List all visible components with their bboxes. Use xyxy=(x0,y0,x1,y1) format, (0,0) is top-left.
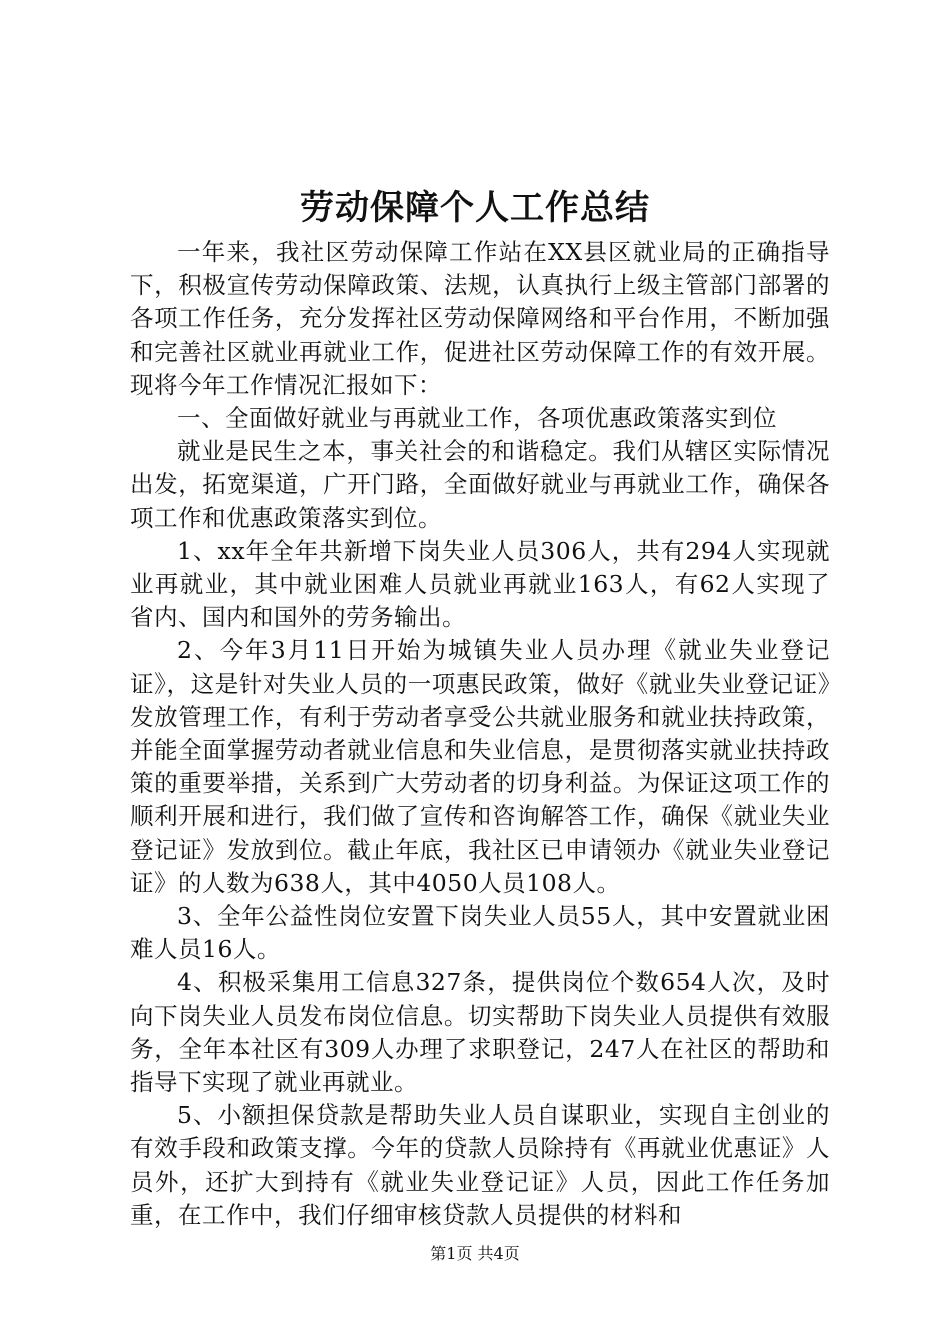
paragraph-item-3: 3、全年公益性岗位安置下岗失业人员55人，其中安置就业困难人员16人。 xyxy=(130,902,830,964)
page-footer: 第1页 共4页 xyxy=(430,1244,520,1263)
paragraph-item-4: 4、积极采集用工信息327条，提供岗位个数654人次，及时向下岗失业人员发布岗位信息。切实帮助下岗失业人员提供有效服务，全年本社区有309人办理了求职登记，247人在社区的帮助和指导下实现了就业再就业。 xyxy=(130,968,830,1097)
document-body xyxy=(130,236,830,1232)
paragraph-item-2: 2、今年3月11日开始为城镇失业人员办理《就业失业登记证》，这是针对失业人员的一项惠民政策，做好《就业失业登记证》发放管理工作，有利于劳动者享受公共就业服务和就业扶持政策，并能全面掌握劳动者就业信息和失业信息，是贯彻落实就业扶持政策的重要举措，关系到广大劳动者的切身利益。为保证这项工作的顺利开展和进行，我们做了宣传和咨询解答工作，确保《就业失业登记证》发放到位。截止年底，我社区已申请领办《就业失业登记证》的人数为638人，其中4050人员108人。 xyxy=(130,636,830,897)
paragraph-item-1: 1、xx年全年共新增下岗失业人员306人，共有294人实现就业再就业，其中就业困难人员就业再就业163人，有62人实现了省内、国内和国外的劳务输出。 xyxy=(130,536,830,632)
document-title: 劳动保障个人工作总结 xyxy=(300,188,650,228)
paragraph-item-5: 5、小额担保贷款是帮助失业人员自谋职业，实现自主创业的有效手段和政策支撑。今年的贷款人员除持有《再就业优惠证》人员外，还扩大到持有《就业失业登记证》人员，因此工作任务加重，在工作中，我们仔细审核贷款人员提供的材料和 xyxy=(130,1101,830,1229)
paragraph-section-heading: 一、全面做好就业与再就业工作，各项优惠政策落实到位 xyxy=(177,404,777,433)
paragraph-intro: 一年来，我社区劳动保障工作站在XX县区就业局的正确指导下，积极宣传劳动保障政策、法规，认真执行上级主管部门部署的各项工作任务，充分发挥社区劳动保障网络和平台作用，不断加强和完善社区就业再就业工作，促进社区劳动保障工作的有效开展。现将今年工作情况汇报如下： xyxy=(130,238,830,399)
paragraph-employment: 就业是民生之本，事关社会的和谐稳定。我们从辖区实际情况出发，拓宽渠道，广开门路，全面做好就业与再就业工作，确保各项工作和优惠政策落实到位。 xyxy=(130,437,830,532)
